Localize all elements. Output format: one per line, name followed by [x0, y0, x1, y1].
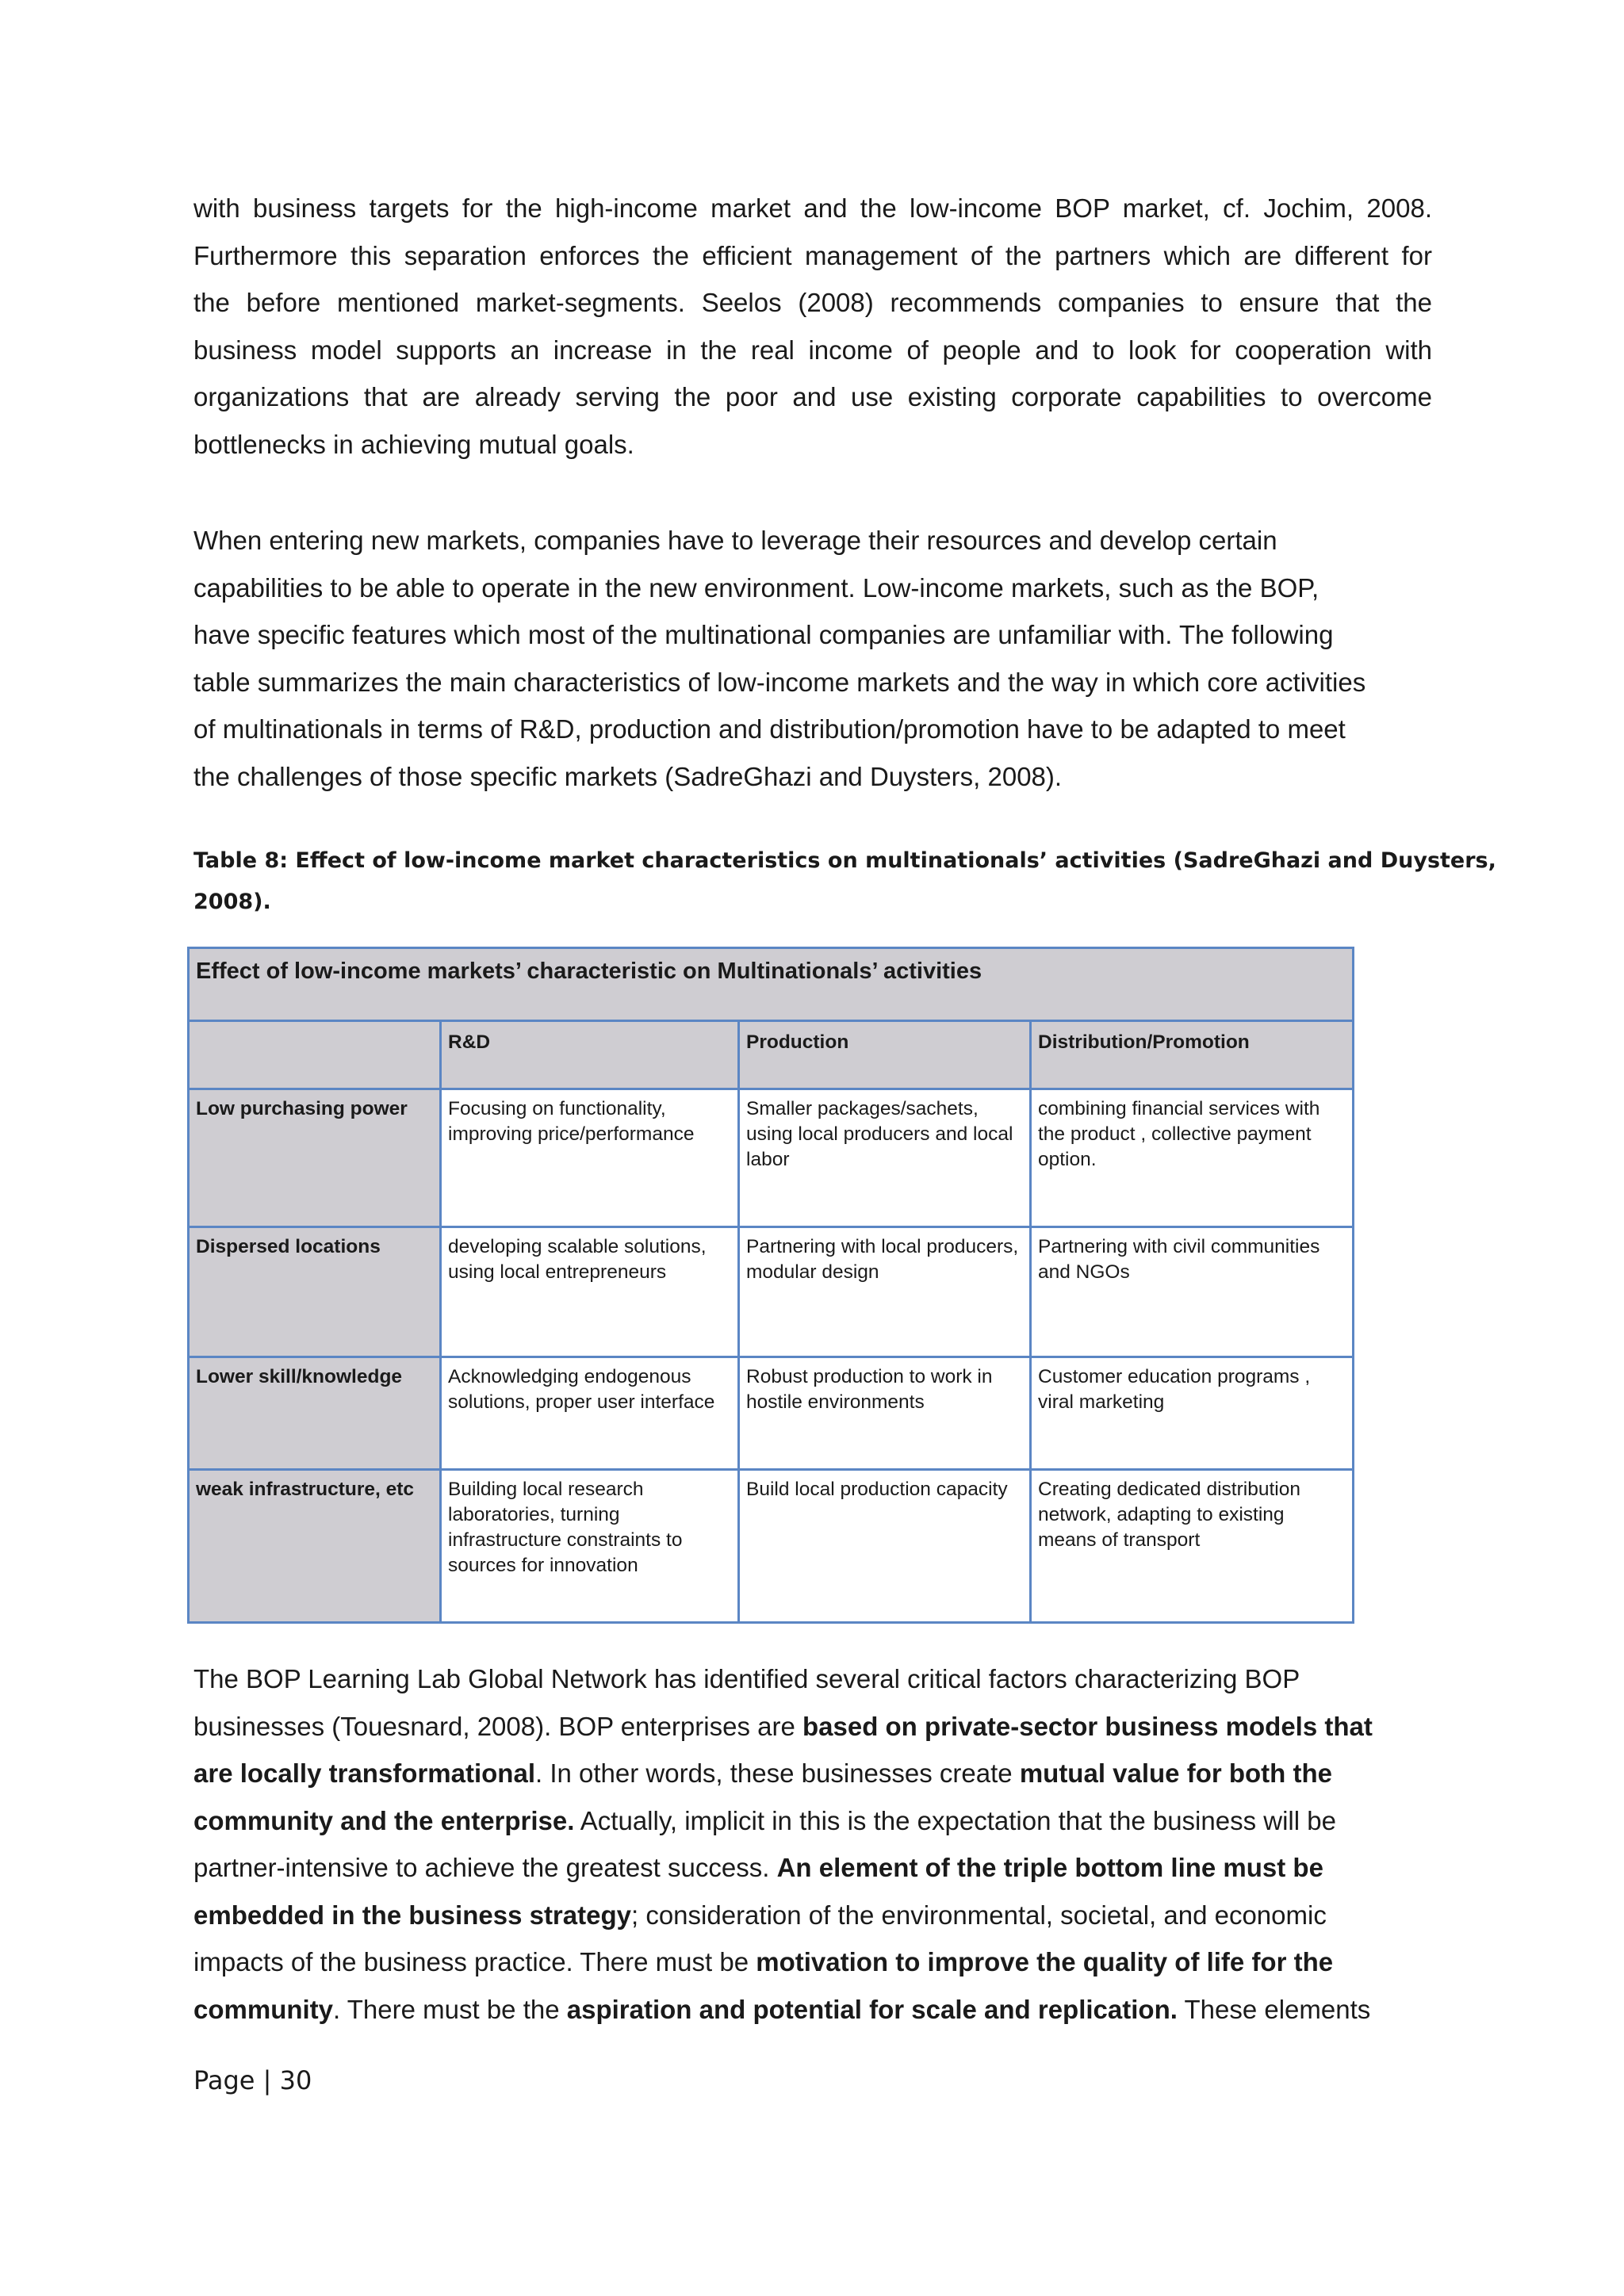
- page-label: Page: [193, 2065, 255, 2095]
- paragraph-1-line: the before mentioned market-segments. Seelos (2008) recommends companies to ensure that the: [193, 288, 1432, 317]
- paragraph-2-line: have specific features which most of the multinational companies are unfamiliar with. The following: [193, 620, 1334, 649]
- paragraph-1-line: organizations that are already serving the poor and use existing corporate capabilities to overcome: [193, 382, 1432, 411]
- paragraph-2-line: When entering new markets, companies have to leverage their resources and develop certain: [193, 526, 1277, 555]
- paragraph-3-line: businesses (Touesnard, 2008). BOP enterprises are based on private-sector business models that: [193, 1711, 1373, 1741]
- paragraph-2-line: the challenges of those specific markets (SadreGhazi and Duysters, 2008).: [193, 761, 1063, 791]
- row-header-weak-infrastructure: weak infrastructure, etc: [190, 1471, 442, 1621]
- row-header-low-purchasing-power: Low purchasing power: [190, 1090, 442, 1228]
- table-cell: developing scalable solutions, using local entrepreneurs: [442, 1228, 740, 1358]
- paragraph-2-line: of multinationals in terms of R&D, production and distribution/promotion have to be adapted to meet: [193, 714, 1346, 744]
- column-header-production: Production: [740, 1022, 1032, 1090]
- table-corner-cell: [190, 1022, 442, 1090]
- table-cell: Focusing on functionality, improving price/performance: [442, 1090, 740, 1228]
- column-header-distribution: Distribution/Promotion: [1032, 1022, 1352, 1090]
- table-cell: Customer education programs , viral marketing: [1032, 1358, 1352, 1471]
- table-cell: Building local research laboratories, turning infrastructure constraints to sources for innovation: [442, 1471, 740, 1621]
- row-header-lower-skill: Lower skill/knowledge: [190, 1358, 442, 1471]
- page-footer: [193, 2064, 312, 2096]
- table-cell: Creating dedicated distribution network, adapting to existing means of transport: [1038, 1479, 1300, 1551]
- table-cell: Build local production capacity: [740, 1471, 1032, 1621]
- table-caption: [193, 840, 1496, 923]
- paragraph-3-line: embedded in the business strategy; consideration of the environmental, societal, and economic: [193, 1900, 1327, 1930]
- table-cell: Robust production to work in hostile environments: [740, 1358, 1032, 1471]
- paragraph-1-line: business model supports an increase in the real income of people and to look for cooperation with: [193, 335, 1432, 365]
- paragraph-1-line: with business targets for the high-income market and the low-income BOP market, cf. Jochim, 2008.: [193, 193, 1432, 223]
- paragraph-1-line: Furthermore this separation enforces the efficient management of the partners which are different for: [193, 240, 1432, 270]
- table-title: Effect of low-income markets’ characteristic on Multinationals’ activities: [190, 949, 1352, 1022]
- paragraph-1-line: bottlenecks in achieving mutual goals.: [193, 429, 634, 459]
- table-cell: Smaller packages/sachets, using local producers and local labor: [740, 1090, 1032, 1228]
- paragraph-3-line: The BOP Learning Lab Global Network has identified several critical factors characterizing BOP: [193, 1664, 1300, 1693]
- table-cell: Partnering with civil communities and NGOs: [1032, 1228, 1352, 1358]
- paragraph-1: [193, 185, 1432, 468]
- paragraph-2-line: table summarizes the main characteristics of low-income markets and the way in which core activities: [193, 667, 1366, 697]
- paragraph-2: [193, 517, 1432, 800]
- table-caption-line: 2008).: [193, 890, 271, 914]
- paragraph-3: [193, 1655, 1438, 2033]
- table-caption-line: Table 8: Effect of low-income market characteristics on multinationals’ activities (SadreGhazi and Duysters,: [193, 848, 1496, 873]
- paragraph-3-line: partner-intensive to achieve the greatest success. An element of the triple bottom line must be: [193, 1853, 1323, 1882]
- page-number: 30: [279, 2065, 312, 2095]
- paragraph-3-line: are locally transformational. In other words, these businesses create mutual value for both the: [193, 1758, 1332, 1788]
- column-header-rnd: R&D: [442, 1022, 740, 1090]
- paragraph-3-line: community. There must be the aspiration and potential for scale and replication. These elements: [193, 1994, 1371, 2024]
- table-cell: Acknowledging endogenous solutions, proper user interface: [442, 1358, 740, 1471]
- table-cell: Partnering with local producers, modular design: [740, 1228, 1032, 1358]
- characteristics-table: [187, 947, 1354, 1624]
- page-separator: |: [262, 2065, 272, 2095]
- paragraph-3-line: impacts of the business practice. There must be motivation to improve the quality of life for the: [193, 1947, 1334, 1976]
- paragraph-3-line: community and the enterprise. Actually, implicit in this is the expectation that the business will be: [193, 1805, 1336, 1835]
- paragraph-2-line: capabilities to be able to operate in the new environment. Low-income markets, such as the BOP,: [193, 572, 1320, 603]
- row-header-dispersed-locations: Dispersed locations: [190, 1228, 442, 1358]
- table-cell: combining financial services with the product , collective payment option.: [1032, 1090, 1352, 1228]
